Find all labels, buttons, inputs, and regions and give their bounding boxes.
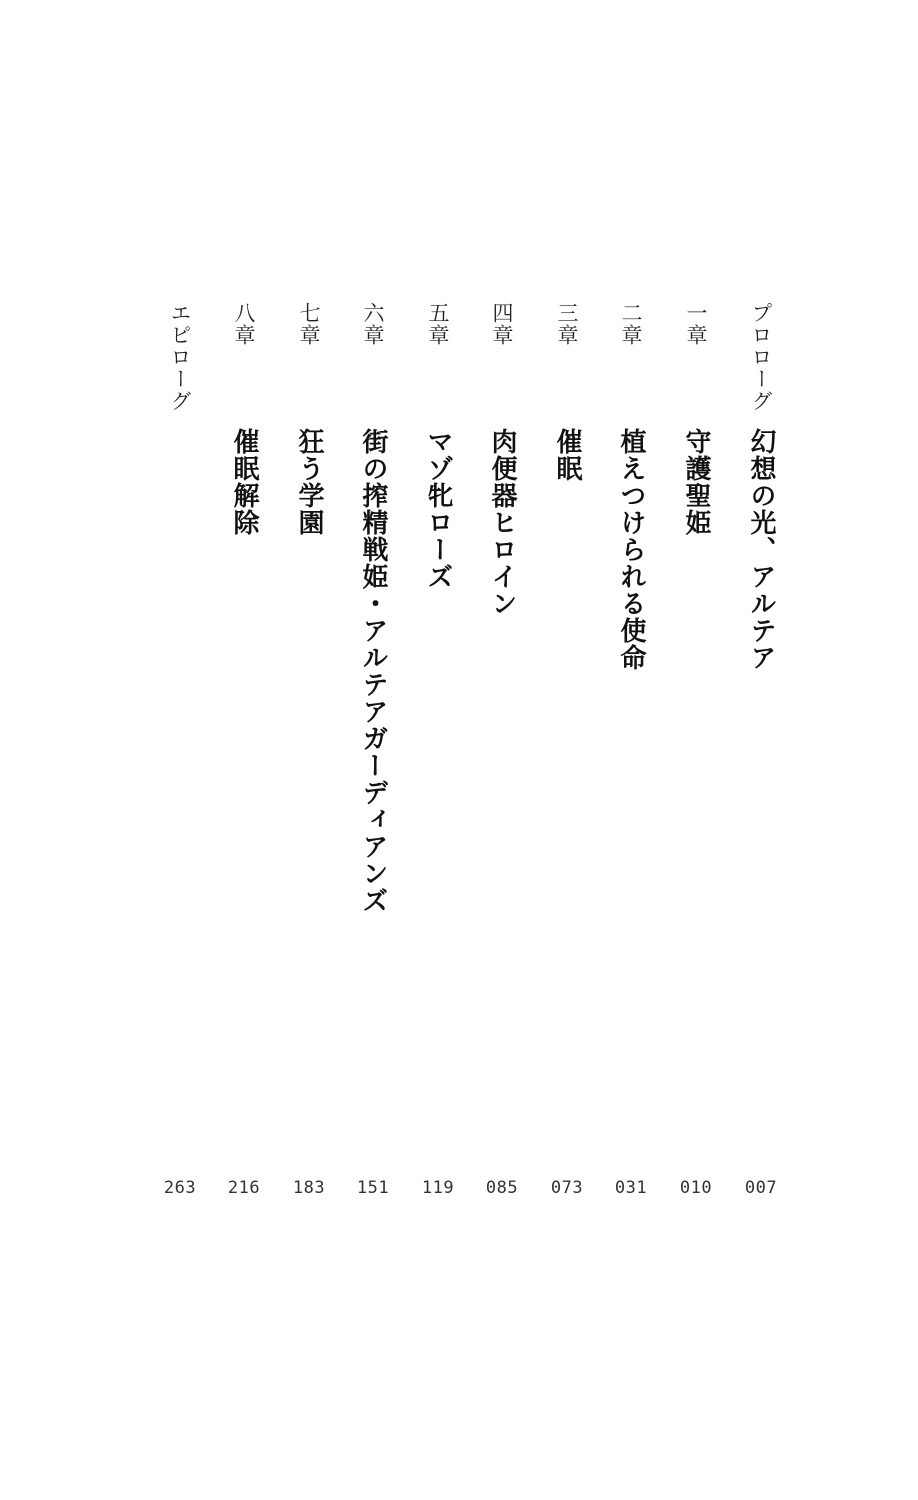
- entry-page-number: 031: [614, 1178, 648, 1198]
- entry-title: 狂う学園: [294, 428, 324, 536]
- entry-title: 肉便器ヒロイン: [487, 428, 517, 617]
- entry-title: 催眠解除: [229, 428, 259, 536]
- entry-label: 二章: [619, 302, 643, 346]
- entry-page-number: 216: [227, 1178, 261, 1198]
- toc-entry-chapter-7[interactable]: [289, 0, 329, 1500]
- entry-title: マゾ牝ローズ: [423, 428, 453, 590]
- entry-page-number: 263: [163, 1178, 197, 1198]
- entry-title: 植えつけられる使命: [616, 428, 646, 671]
- entry-page-number: 010: [679, 1178, 713, 1198]
- entry-label: プロローグ: [749, 302, 773, 412]
- entry-label: 五章: [426, 302, 450, 346]
- toc-entry-prologue[interactable]: [741, 0, 781, 1500]
- entry-label: 四章: [490, 302, 514, 346]
- toc-entry-chapter-8[interactable]: [224, 0, 264, 1500]
- entry-label: 六章: [361, 302, 385, 346]
- toc-entry-chapter-1[interactable]: [676, 0, 716, 1500]
- entry-page-number: 007: [744, 1178, 778, 1198]
- entry-label: 一章: [684, 302, 708, 346]
- entry-page-number: 119: [421, 1178, 455, 1198]
- entry-label: 八章: [232, 302, 256, 346]
- entry-title: 催眠: [552, 428, 582, 482]
- entry-page-number: 151: [356, 1178, 390, 1198]
- toc-entry-chapter-6[interactable]: [353, 0, 393, 1500]
- entry-page-number: 085: [485, 1178, 519, 1198]
- entry-title: 幻想の光、アルテア: [746, 428, 776, 671]
- toc-entry-chapter-2[interactable]: [611, 0, 651, 1500]
- entry-label: 七章: [297, 302, 321, 346]
- entry-title: 守護聖姫: [681, 428, 711, 536]
- entry-page-number: 073: [550, 1178, 584, 1198]
- entry-page-number: 183: [292, 1178, 326, 1198]
- toc-entry-chapter-5[interactable]: [418, 0, 458, 1500]
- toc-entry-chapter-3[interactable]: [547, 0, 587, 1500]
- toc-entry-epilogue[interactable]: [160, 0, 200, 1500]
- entry-label: 三章: [555, 302, 579, 346]
- toc-entry-chapter-4[interactable]: [482, 0, 522, 1500]
- entry-title: 街の搾精戦姫・アルテアガーディアンズ: [358, 428, 388, 914]
- entry-label: エピローグ: [168, 302, 192, 412]
